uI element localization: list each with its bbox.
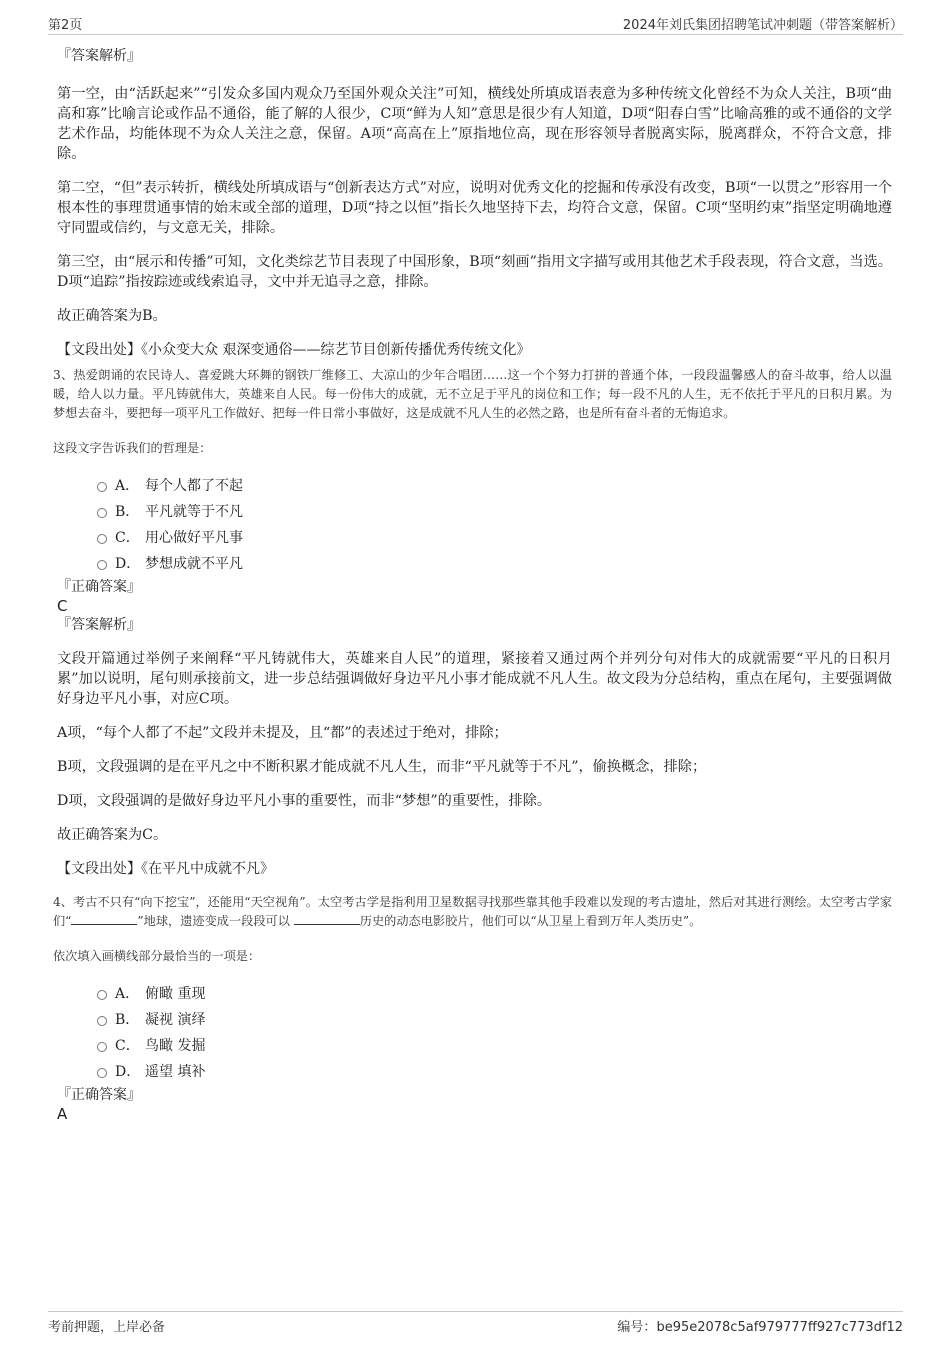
radio-icon[interactable]: [97, 1068, 107, 1078]
q3-options: [57, 473, 892, 577]
q4-answer: A: [57, 1105, 68, 1123]
blank-1: [71, 912, 137, 925]
q3-option-b[interactable]: B． 平凡就等于不凡: [57, 499, 892, 525]
q2-source: 【文段出处】《小众变大众 艰深变通俗——综艺节目创新传播优秀传统文化》: [57, 342, 531, 358]
blank-2: [294, 912, 360, 925]
q3-source: 【文段出处】《在平凡中成就不凡》: [57, 861, 274, 877]
radio-icon[interactable]: [97, 560, 107, 570]
q3-option-d[interactable]: D． 梦想成就不平凡: [57, 551, 892, 577]
q3-analysis-paragraph-1: 文段开篇通过举例子来阐释“平凡铸就伟大，英雄来自人民”的道理，紧接着又通过两个并列分句对伟大的成就需要“平凡的日积月累”加以说明，尾句则承接前文，进一步总结强调做好身边平凡小事才能成就不凡人生。故文段为分总结构，重点在尾句，主要强调做好身边平凡小事，对应C项。: [57, 651, 892, 707]
q4-answer-label: 『正确答案』: [57, 1087, 141, 1103]
q4-option-b[interactable]: B． 凝视 演绎: [57, 1007, 892, 1033]
q3-prompt: 这段文字告诉我们的哲理是：: [53, 441, 212, 455]
q4-question: 4、考古不只有“向下挖宝”，还能用“天空视角”。太空考古学是指利用卫星数据寻找那些靠其他手段难以发现的考古遗址，然后对其进行测绘。太空考古学家们“ ”地球，遗迹变成一段段可以 历史的动态电影胶片，他们可以“从卫星上看到万年人类历史”。: [53, 895, 892, 928]
q3-option-c[interactable]: C． 用心做好平凡事: [57, 525, 892, 551]
q2-analysis-label: 『答案解析』: [57, 48, 141, 64]
page-footer: [48, 1311, 903, 1336]
radio-icon[interactable]: [97, 482, 107, 492]
q3-conclusion: 故正确答案为C。: [57, 827, 168, 843]
q3-analysis-a: A项，“每个人都了不起”文段并未提及，且“都”的表述过于绝对，排除；: [57, 725, 508, 741]
radio-icon[interactable]: [97, 990, 107, 1000]
q3-option-a[interactable]: A． 每个人都了不起: [57, 473, 892, 499]
q2-analysis-paragraph-1: 第一空，由“活跃起来”“引发众多国内观众乃至国外观众关注”可知，横线处所填成语表意为多种传统文化曾经不为众人关注，B项“曲高和寡”比喻言论或作品不通俗，能了解的人很少，C项“鲜为人知”意思是很少有人知道，D项“阳春白雪”比喻高雅的或不通俗的文学艺术作品，均能体现不为众人关注之意，保留。A项“高高在上”原指地位高，现在形容领导者脱离实际，脱离群众，不符合文意，排除。: [57, 86, 892, 162]
q3-analysis-label: 『答案解析』: [57, 617, 141, 633]
q4-prompt: 依次填入画横线部分最恰当的一项是：: [53, 949, 261, 963]
page-number: 第2页: [48, 18, 83, 33]
q4-option-a[interactable]: A． 俯瞰 重现: [57, 981, 892, 1007]
page-content: [53, 44, 892, 1123]
radio-icon[interactable]: [97, 508, 107, 518]
q4-options: [57, 981, 892, 1085]
radio-icon[interactable]: [97, 1016, 107, 1026]
footer-slogan: 考前押题，上岸必备: [48, 1320, 166, 1335]
radio-icon[interactable]: [97, 534, 107, 544]
q3-analysis-b: B项，文段强调的是在平凡之中不断积累才能成就不凡人生，而非“平凡就等于不凡”，偷换概念，排除；: [57, 759, 707, 775]
radio-icon[interactable]: [97, 1042, 107, 1052]
q4-option-c[interactable]: C． 鸟瞰 发掘: [57, 1033, 892, 1059]
q2-conclusion: 故正确答案为B。: [57, 308, 167, 324]
document-title: 2024年刘氏集团招聘笔试冲刺题（带答案解析）: [622, 18, 903, 33]
document-code: 编号：be95e2078c5af979777ff927c773df12: [617, 1320, 903, 1335]
q2-analysis-paragraph-3: 第三空，由“展示和传播”可知，文化类综艺节目表现了中国形象，B项“刻画”指用文字描写或用其他艺术手段表现，符合文意，当选。D项“追踪”指按踪迹或线索追寻，文中并无追寻之意，排除。: [57, 254, 892, 290]
q4-option-d[interactable]: D． 遥望 填补: [57, 1059, 892, 1085]
q3-analysis-d: D项，文段强调的是做好身边平凡小事的重要性，而非“梦想”的重要性，排除。: [57, 793, 552, 809]
q3-question: 3、热爱朗诵的农民诗人、喜爱跳大环舞的钢铁厂维修工、大凉山的少年合唱团……这一个个努力打拼的普通个体，一段段温馨感人的奋斗故事，给人以温暖，给人以力量。平凡铸就伟大，英雄来自人民。每一份伟大的成就，无不立足于平凡的岗位和工作；每一段不凡的人生，无不依托于平凡的日积月累。为梦想去奋斗，要把每一项平凡工作做好、把每一件日常小事做好，这是成就不凡人生的必然之路，也是所有奋斗者的无悔追求。: [53, 368, 892, 420]
page-header: [48, 12, 903, 35]
q3-answer-label: 『正确答案』: [57, 579, 141, 595]
q3-answer: C: [57, 597, 68, 615]
q2-analysis-paragraph-2: 第二空，“但”表示转折，横线处所填成语与“创新表达方式”对应，说明对优秀文化的挖掘和传承没有改变，B项“一以贯之”形容用一个根本性的事理贯通事情的始末或全部的道理，D项“持之以恒”指长久地坚持下去，均符合文意，保留。C项“坚明约束”指坚定明确地遵守同盟或信约，与文意无关，排除。: [57, 180, 892, 236]
